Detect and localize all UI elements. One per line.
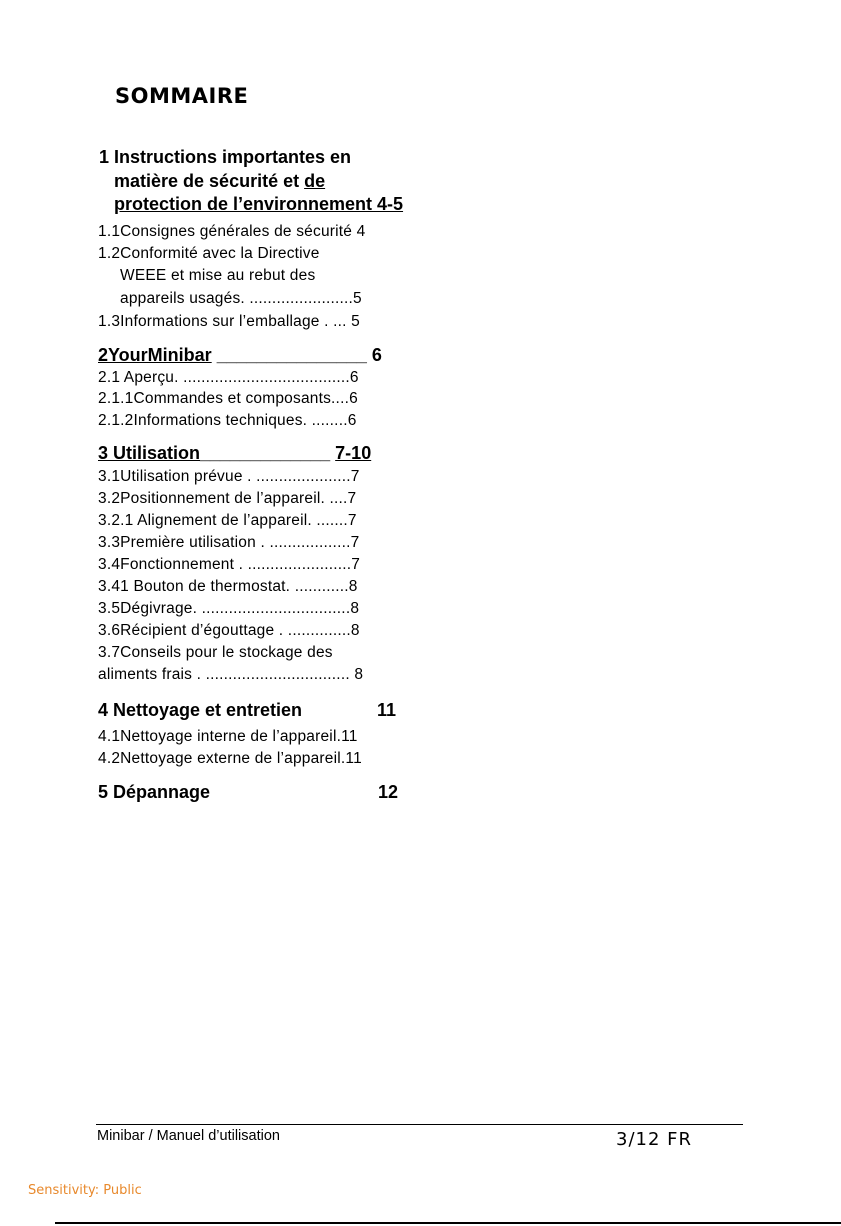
toc-item-3-4[interactable]: 3.4Fonctionnement . .......................7 [98,556,361,573]
toc-section-1-line2-link: de [304,171,326,191]
toc-section-3-label: 3 Utilisation [98,443,201,463]
toc-section-2-page: 6 [371,345,382,365]
toc-section-1-line2[interactable] [114,169,325,193]
toc-item-3-6[interactable]: 3.6Récipient d’égouttage . ..............8 [98,622,360,639]
toc-section-5-label[interactable]: 5 Dépannage [98,782,211,802]
toc-section-3[interactable] [98,443,371,464]
toc-item-3-7[interactable]: 3.7Conseils pour le stockage des [98,644,333,661]
toc-item-3-3[interactable]: 3.3Première utilisation . ..................7 [98,534,360,551]
toc-section-3-page: 7-10 [335,443,372,463]
footer-page-number: 3/12 FR [616,1129,693,1150]
toc-item-2-1-2[interactable]: 2.1.2Informations techniques. ........6 [98,412,357,429]
toc-item-2-1-1[interactable]: 2.1.1Commandes et composants....6 [98,390,358,407]
toc-item-3-1[interactable]: 3.1Utilisation prévue . .....................7 [98,468,360,485]
toc-item-3-2[interactable]: 3.2Positionnement de l’appareil. ....7 [98,490,357,507]
toc-item-1-2[interactable]: 1.2Conformité avec la Directive [98,245,320,262]
footer-divider [96,1124,743,1125]
toc-item-3-7-cont[interactable]: aliments frais . ................................ 8 [98,666,364,683]
toc-section-2[interactable] [98,345,382,366]
toc-item-1-2-cont1[interactable]: WEEE et mise au rebut des [120,267,316,284]
toc-section-1-line2-text: matière de sécurité et [114,171,305,191]
toc-section-1-line3[interactable]: protection de l’environnement 4-5 [114,194,404,214]
toc-section-2-fill: _______________ [216,345,367,365]
toc-section-4-label[interactable]: 4 Nettoyage et entretien [98,700,303,720]
toc-item-2-1[interactable]: 2.1 Aperçu. .....................................6 [98,369,359,386]
toc-item-3-4-1[interactable]: 3.41 Bouton de thermostat. ............8 [98,578,358,595]
toc-section-5-page: 12 [378,782,399,802]
toc-item-4-2[interactable]: 4.2Nettoyage externe de l’appareil.11 [98,750,362,767]
toc-item-1-1[interactable]: 1.1Consignes générales de sécurité 4 [98,223,366,240]
toc-item-4-1[interactable]: 4.1Nettoyage interne de l’appareil.11 [98,728,358,745]
toc-item-1-2-cont2[interactable]: appareils usagés. .......................5 [120,290,362,307]
toc-section-4-page: 11 [377,700,397,720]
toc-item-3-2-1[interactable]: 3.2.1 Alignement de l’appareil. .......7 [98,512,357,529]
bottom-divider [55,1222,841,1224]
toc-item-3-5[interactable]: 3.5Dégivrage. .................................8 [98,600,360,617]
toc-section-2-label: 2YourMinibar [98,345,212,365]
toc-section-3-fill: _____________ [200,443,331,463]
sensitivity-label: Sensitivity: Public [28,1183,142,1198]
toc-section-1-line1[interactable]: 1 Instructions importantes en [99,147,352,167]
toc-item-1-3[interactable]: 1.3Informations sur l’emballage . ... 5 [98,313,360,330]
page-title: SOMMAIRE [115,84,249,108]
footer-manual-title: Minibar / Manuel d’utilisation [97,1128,280,1144]
